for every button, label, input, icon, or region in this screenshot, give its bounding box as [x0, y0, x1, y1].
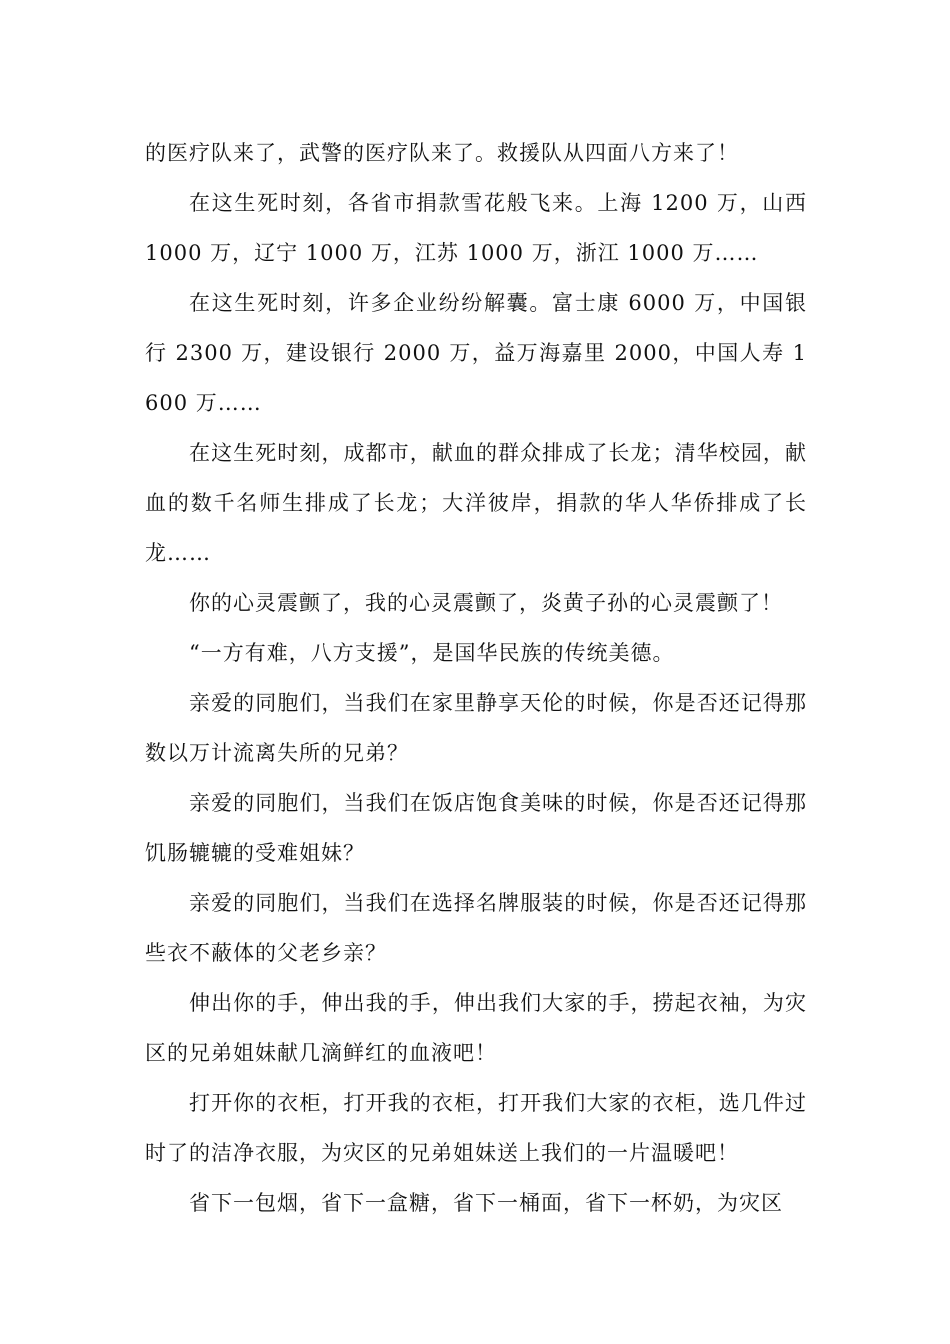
- paragraph: 省下一包烟，省下一盒糖，省下一桶面，省下一杯奶，为灾区: [189, 1191, 783, 1215]
- paragraph: “一方有难，八方支援”，是国华民族的传统美德。: [189, 641, 675, 665]
- paragraph: 你的心灵震颤了，我的心灵震颤了，炎黄子孙的心灵震颤了！: [189, 591, 783, 615]
- paragraph: 伸出你的手，伸出我的手，伸出我们大家的手，捞起衣袖，为灾区的兄弟姐妹献几滴鲜红的血液吧！: [145, 991, 807, 1065]
- paragraph: 打开你的衣柜，打开我的衣柜，打开我们大家的衣柜，选几件过时了的洁净衣服，为灾区的兄弟姐妹送上我们的一片温暖吧！: [145, 1091, 807, 1165]
- body-text: [145, 128, 807, 1228]
- paragraph: 在这生死时刻，许多企业纷纷解囊。富士康 6000 万，中国银行 2300 万，建设银行 2000 万，益万海嘉里 2000，中国人寿 1600 万……: [145, 291, 807, 415]
- paragraph: 在这生死时刻，各省市捐款雪花般飞来。上海 1200 万，山西 1000 万，辽宁 1000 万，江苏 1000 万，浙江 1000 万……: [145, 191, 807, 265]
- paragraph: 亲爱的同胞们，当我们在家里静享天伦的时候，你是否还记得那数以万计流离失所的兄弟？: [145, 691, 807, 765]
- paragraph: 亲爱的同胞们，当我们在选择名牌服装的时候，你是否还记得那些衣不蔽体的父老乡亲？: [145, 891, 807, 965]
- paragraph: 亲爱的同胞们，当我们在饭店饱食美味的时候，你是否还记得那饥肠辘辘的受难姐妹？: [145, 791, 807, 865]
- paragraph: 的医疗队来了，武警的医疗队来了。救援队从四面八方来了！: [145, 141, 739, 165]
- paragraph: 在这生死时刻，成都市，献血的群众排成了长龙；清华校园，献血的数千名师生排成了长龙；大洋彼岸，捐款的华人华侨排成了长龙……: [145, 441, 807, 565]
